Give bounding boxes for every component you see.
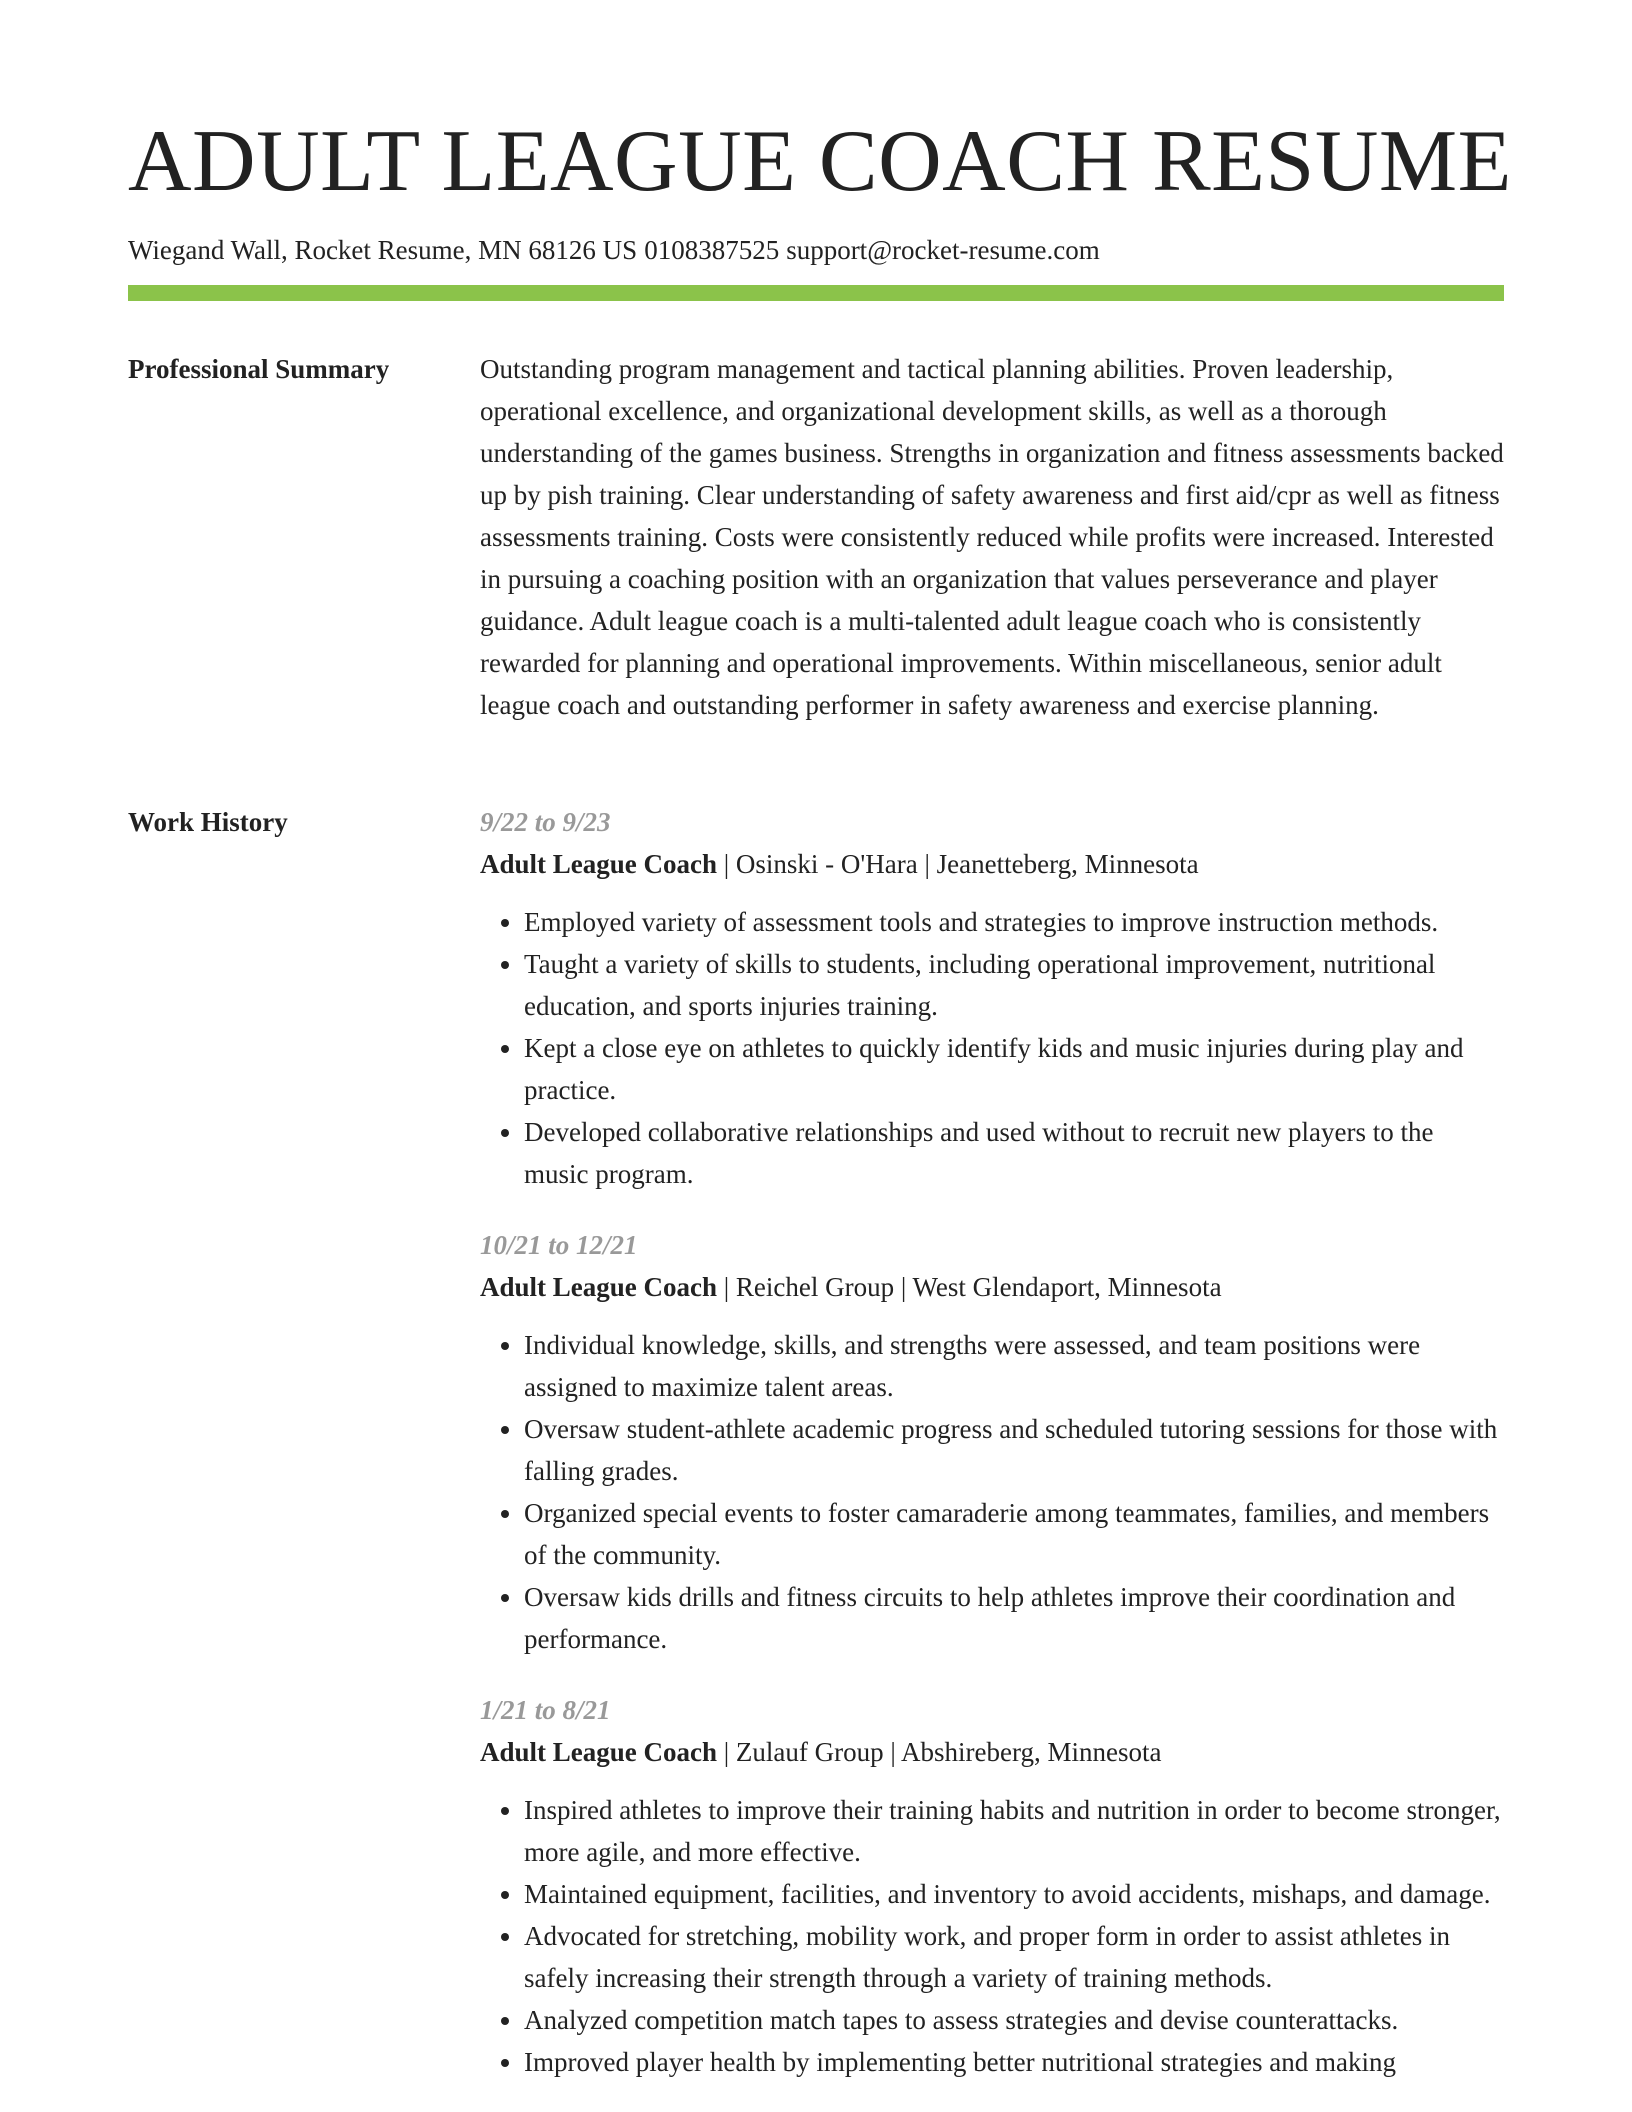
job-bullet: • Oversaw student-athlete academic progress and scheduled tutoring sessions for those with falling grades. xyxy=(524,1408,1504,1492)
job-employer-location: | Reichel Group | West Glendaport, Minnesota xyxy=(717,1272,1222,1302)
job-dates: 10/21 to 12/21 xyxy=(480,1230,638,1260)
job-bullet: • Individual knowledge, skills, and strengths were assessed, and team positions were assigned to maximize talent areas. xyxy=(524,1324,1504,1408)
contact-address: Wiegand Wall, Rocket Resume, MN 68126 US xyxy=(128,235,638,265)
job-employer-location: | Zulauf Group | Abshireberg, Minnesota xyxy=(717,1737,1162,1767)
job-bullet-list xyxy=(480,901,1504,1195)
job-bullet: • Improved player health by implementing better nutritional strategies and making xyxy=(524,2041,1504,2083)
job-title-line xyxy=(480,1731,1504,1773)
job-entry xyxy=(480,801,1504,1195)
job-bullet: • Advocated for stretching, mobility work, and proper form in order to assist athletes in safely increasing their strength through a variety of training methods. xyxy=(524,1915,1504,1999)
contact-info xyxy=(128,232,1100,268)
section-heading-summary: Professional Summary xyxy=(128,354,390,384)
contact-phone: 0108387525 xyxy=(644,235,780,265)
summary-text: Outstanding program management and tactical planning abilities. Proven leadership, operational excellence, and organizational development skills, as well as a thorough understanding of the games business. Strengths in organization and fitness assessments backed up by pish training. Clear understanding of safety awareness and first aid/cpr as well as fitness assessments training. Costs were consistently reduced while profits were increased. Interested in pursuing a coaching position with an organization that values perseverance and player guidance. Adult league coach is a multi-talented adult league coach who is consistently rewarded for planning and operational improvements. Within miscellaneous, senior adult league coach and outstanding performer in safety awareness and exercise planning. xyxy=(480,354,1504,720)
job-bullet: • Analyzed competition match tapes to assess strategies and devise counterattacks. xyxy=(524,1999,1504,2041)
section-heading-work-history: Work History xyxy=(128,807,288,837)
job-bullet-list xyxy=(480,1324,1504,1660)
job-bullet: • Organized special events to foster camaraderie among teammates, families, and members of the community. xyxy=(524,1492,1504,1576)
job-bullet: • Maintained equipment, facilities, and inventory to avoid accidents, mishaps, and damage. xyxy=(524,1873,1504,1915)
job-title-line xyxy=(480,1266,1504,1308)
header-divider xyxy=(128,285,1504,301)
resume-title: ADULT LEAGUE COACH RESUME xyxy=(128,113,1512,210)
job-title: Adult League Coach xyxy=(480,849,718,879)
contact-email: support@rocket-resume.com xyxy=(786,235,1100,265)
job-bullet: • Developed collaborative relationships and used without to recruit new players to the music program. xyxy=(524,1111,1504,1195)
job-bullet: • Inspired athletes to improve their training habits and nutrition in order to become stronger, more agile, and more effective. xyxy=(524,1789,1504,1873)
job-title: Adult League Coach xyxy=(480,1737,718,1767)
job-employer-location: | Osinski - O'Hara | Jeanetteberg, Minnesota xyxy=(717,849,1199,879)
work-history-list xyxy=(480,801,1504,2112)
job-bullet: • Taught a variety of skills to students, including operational improvement, nutritional education, and sports injuries training. xyxy=(524,943,1504,1027)
job-title: Adult League Coach xyxy=(480,1272,718,1302)
job-bullet: • Kept a close eye on athletes to quickly identify kids and music injuries during play and practice. xyxy=(524,1027,1504,1111)
job-bullet-list xyxy=(480,1789,1504,2083)
job-bullet: • Employed variety of assessment tools and strategies to improve instruction methods. xyxy=(524,901,1504,943)
job-dates: 9/22 to 9/23 xyxy=(480,807,611,837)
summary-body xyxy=(480,348,1504,726)
job-dates: 1/21 to 8/21 xyxy=(480,1695,611,1725)
job-entry xyxy=(480,1224,1504,1660)
job-title-line xyxy=(480,843,1504,885)
job-bullet: • Oversaw kids drills and fitness circuits to help athletes improve their coordination and performance. xyxy=(524,1576,1504,1660)
job-entry xyxy=(480,1689,1504,2083)
